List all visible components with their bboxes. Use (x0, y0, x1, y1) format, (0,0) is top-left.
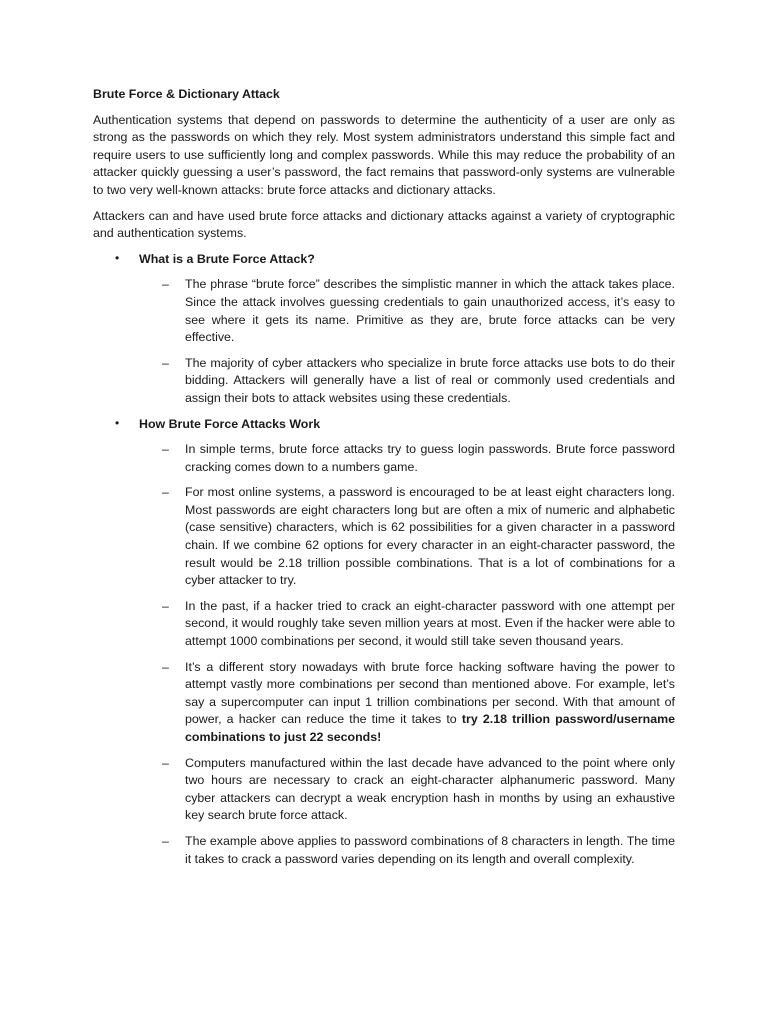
bullet-icon: • (115, 415, 120, 430)
bullet-icon: • (115, 250, 120, 265)
list-item-text: The phrase “brute force” describes the simplistic manner in which the attack takes place. Since the attack involves guessing credentials to gain unauthorized access, it’s easy to see where it gets its name. Primitive as they are, brute force attacks can be very effective. (185, 277, 675, 345)
list-item (93, 355, 675, 408)
list-item (93, 441, 675, 476)
list-item-text: The majority of cyber attackers who specialize in brute force attacks use bots to do their bidding. Attackers will generally have a list of real or commonly used credentials and assign their bots to attack websites using these credentials. (185, 355, 675, 405)
list-item (93, 484, 675, 590)
section-heading-how-it-works (93, 416, 675, 434)
list-item-text: It’s a different story nowadays with brute force hacking software having the power to attempt vastly more combinations per second than mentioned above. For example, let’s say a supercomputer can input 1 trillion combinations per second. With that amount of power, a hacker can reduce the time it takes to (185, 659, 675, 727)
section-title: What is a Brute Force Attack? (139, 251, 315, 266)
dash-icon: – (162, 355, 169, 370)
intro-paragraph-2: Attackers can and have used brute force attacks and dictionary attacks against a variety of cryptographic and authentication systems. (93, 208, 675, 241)
list-item-text: In simple terms, brute force attacks try to guess login passwords. Brute force password cracking comes down to a numbers game. (185, 442, 675, 474)
list-item-text: In the past, if a hacker tried to crack an eight-character password with one attempt per second, it would roughly take seven million years at most. Even if the hacker were able to attempt 1000 combinations per second, it would still take seven thousand years. (185, 598, 675, 649)
list-item-text: The example above applies to password combinations of 8 characters in length. The time it takes to crack a password varies depending on its length and overall complexity. (185, 833, 675, 866)
list-item (93, 659, 675, 747)
dash-icon: – (162, 755, 169, 770)
list-item-bold-text: try 2.18 trillion password/username combinations to just 22 seconds! (185, 712, 675, 744)
section-heading-what-is (93, 251, 675, 269)
dash-icon: – (162, 598, 169, 613)
list-item (93, 755, 675, 825)
dash-icon: – (162, 659, 169, 674)
document-page (93, 86, 675, 876)
section-title: How Brute Force Attacks Work (139, 416, 321, 431)
list-item (93, 276, 675, 346)
list-item (93, 598, 675, 651)
dash-icon: – (162, 277, 169, 292)
dash-icon: – (162, 833, 169, 848)
dash-icon: – (162, 485, 169, 500)
document-title: Brute Force & Dictionary Attack (93, 87, 280, 101)
list-item-text: Computers manufactured within the last decade have advanced to the point where only two hours are necessary to crack an eight-character alphanumeric password. Many cyber attackers can decrypt a weak encryption hash in months by using an exhaustive key search brute force attack. (185, 755, 675, 823)
list-item-text: For most online systems, a password is encouraged to be at least eight characters long. Most passwords are eight characters long but are often a mix of numeric and alphabetic (case sensitive) characters, which is 62 possibilities for a given character in a password chain. If we combine 62 options for every character in an eight-character password, the result would be 2.18 trillion possible combinations. That is a lot of combinations for a cyber attacker to try. (185, 485, 675, 588)
dash-icon: – (162, 442, 169, 457)
intro-paragraph-1: Authentication systems that depend on passwords to determine the authenticity of a user are only as strong as the passwords on which they rely. Most system administrators understand this simple fact and require users to use sufficiently long and complex passwords. While this may reduce the probability of an attacker quickly guessing a user’s password, the fact remains that password-only systems are vulnerable to two very well-known attacks: brute force attacks and dictionary attacks. (93, 112, 675, 197)
list-item (93, 833, 675, 868)
